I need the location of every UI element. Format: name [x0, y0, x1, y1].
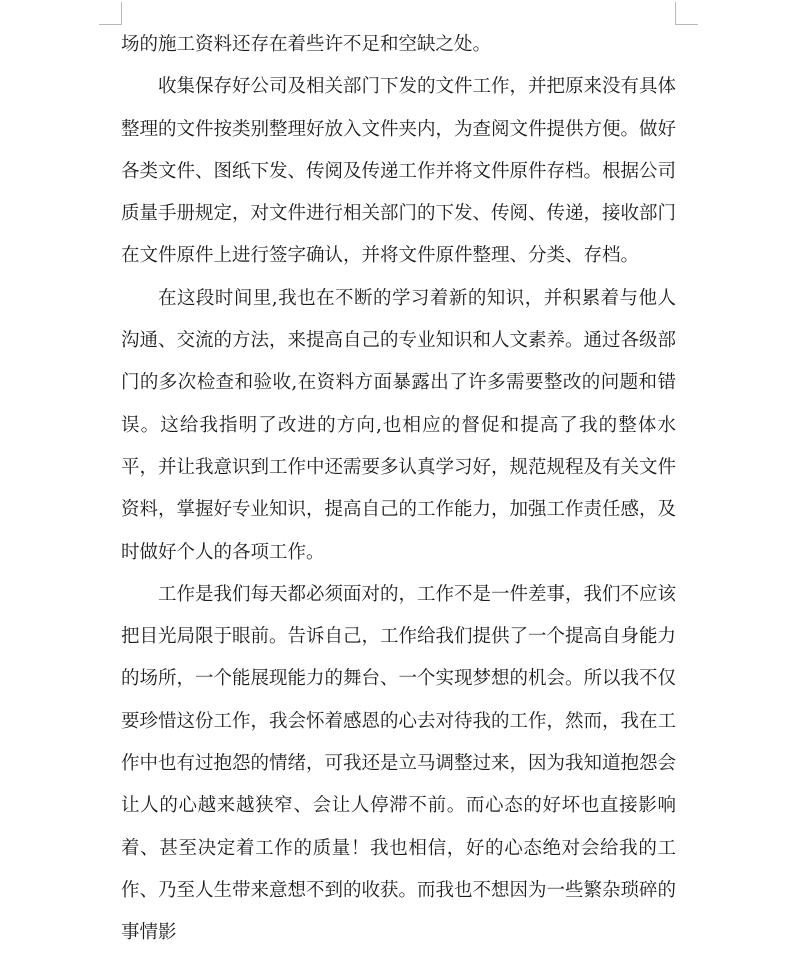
- document-body[interactable]: [121, 24, 676, 955]
- paragraph-work-attitude: 工作是我们每天都必须面对的，工作不是一件差事，我们不应该把目光局限于眼前。告诉自己，工作给我们提供了一个提高自身能力的场所，一个能展现能力的舞台、一个实现梦想的机会。所以我不仅要珍惜这份工作，我会怀着感恩的心去对待我的工作，然而，我在工作中也有过抱怨的情绪，可我还是立马调整过来，因为我知道抱怨会让人的心越来越狭窄、会让人停滞不前。而心态的好坏也直接影响着、甚至决定着工作的质量！我也相信，好的心态绝对会给我的工作、乃至人生带来意想不到的收获。而我也不想因为一些繁杂琐碎的事情影: [121, 583, 677, 944]
- paragraph-continuation: 场的施工资料还存在着些许不足和空缺之处。: [121, 34, 492, 55]
- top-right-margin-mark: [675, 2, 698, 25]
- top-left-margin-mark: [99, 2, 122, 25]
- paragraph-file-management: 收集保存好公司及相关部门下发的文件工作，并把原来没有具体整理的文件按类别整理好放入文件夹内，为查阅文件提供方便。做好各类文件、图纸下发、传阅及传递工作并将文件原件存档。根据公司质量手册规定，对文件进行相关部门的下发、传阅、传递，接收部门在文件原件上进行签字确认，并将文件原件整理、分类、存档。: [121, 76, 677, 267]
- paragraph-learning: 在这段时间里,我也在不断的学习着新的知识，并积累着与他人沟通、交流的方法，来提高自己的专业知识和人文素养。通过各级部门的多次检查和验收,在资料方面暴露出了许多需要整改的问题和错误。这给我指明了改进的方向,也相应的督促和提高了我的整体水平，并让我意识到工作中还需要多认真学习好，规范规程及有关文件资料，掌握好专业知识，提高自己的工作能力，加强工作责任感，及时做好个人的各项工作。: [121, 287, 677, 563]
